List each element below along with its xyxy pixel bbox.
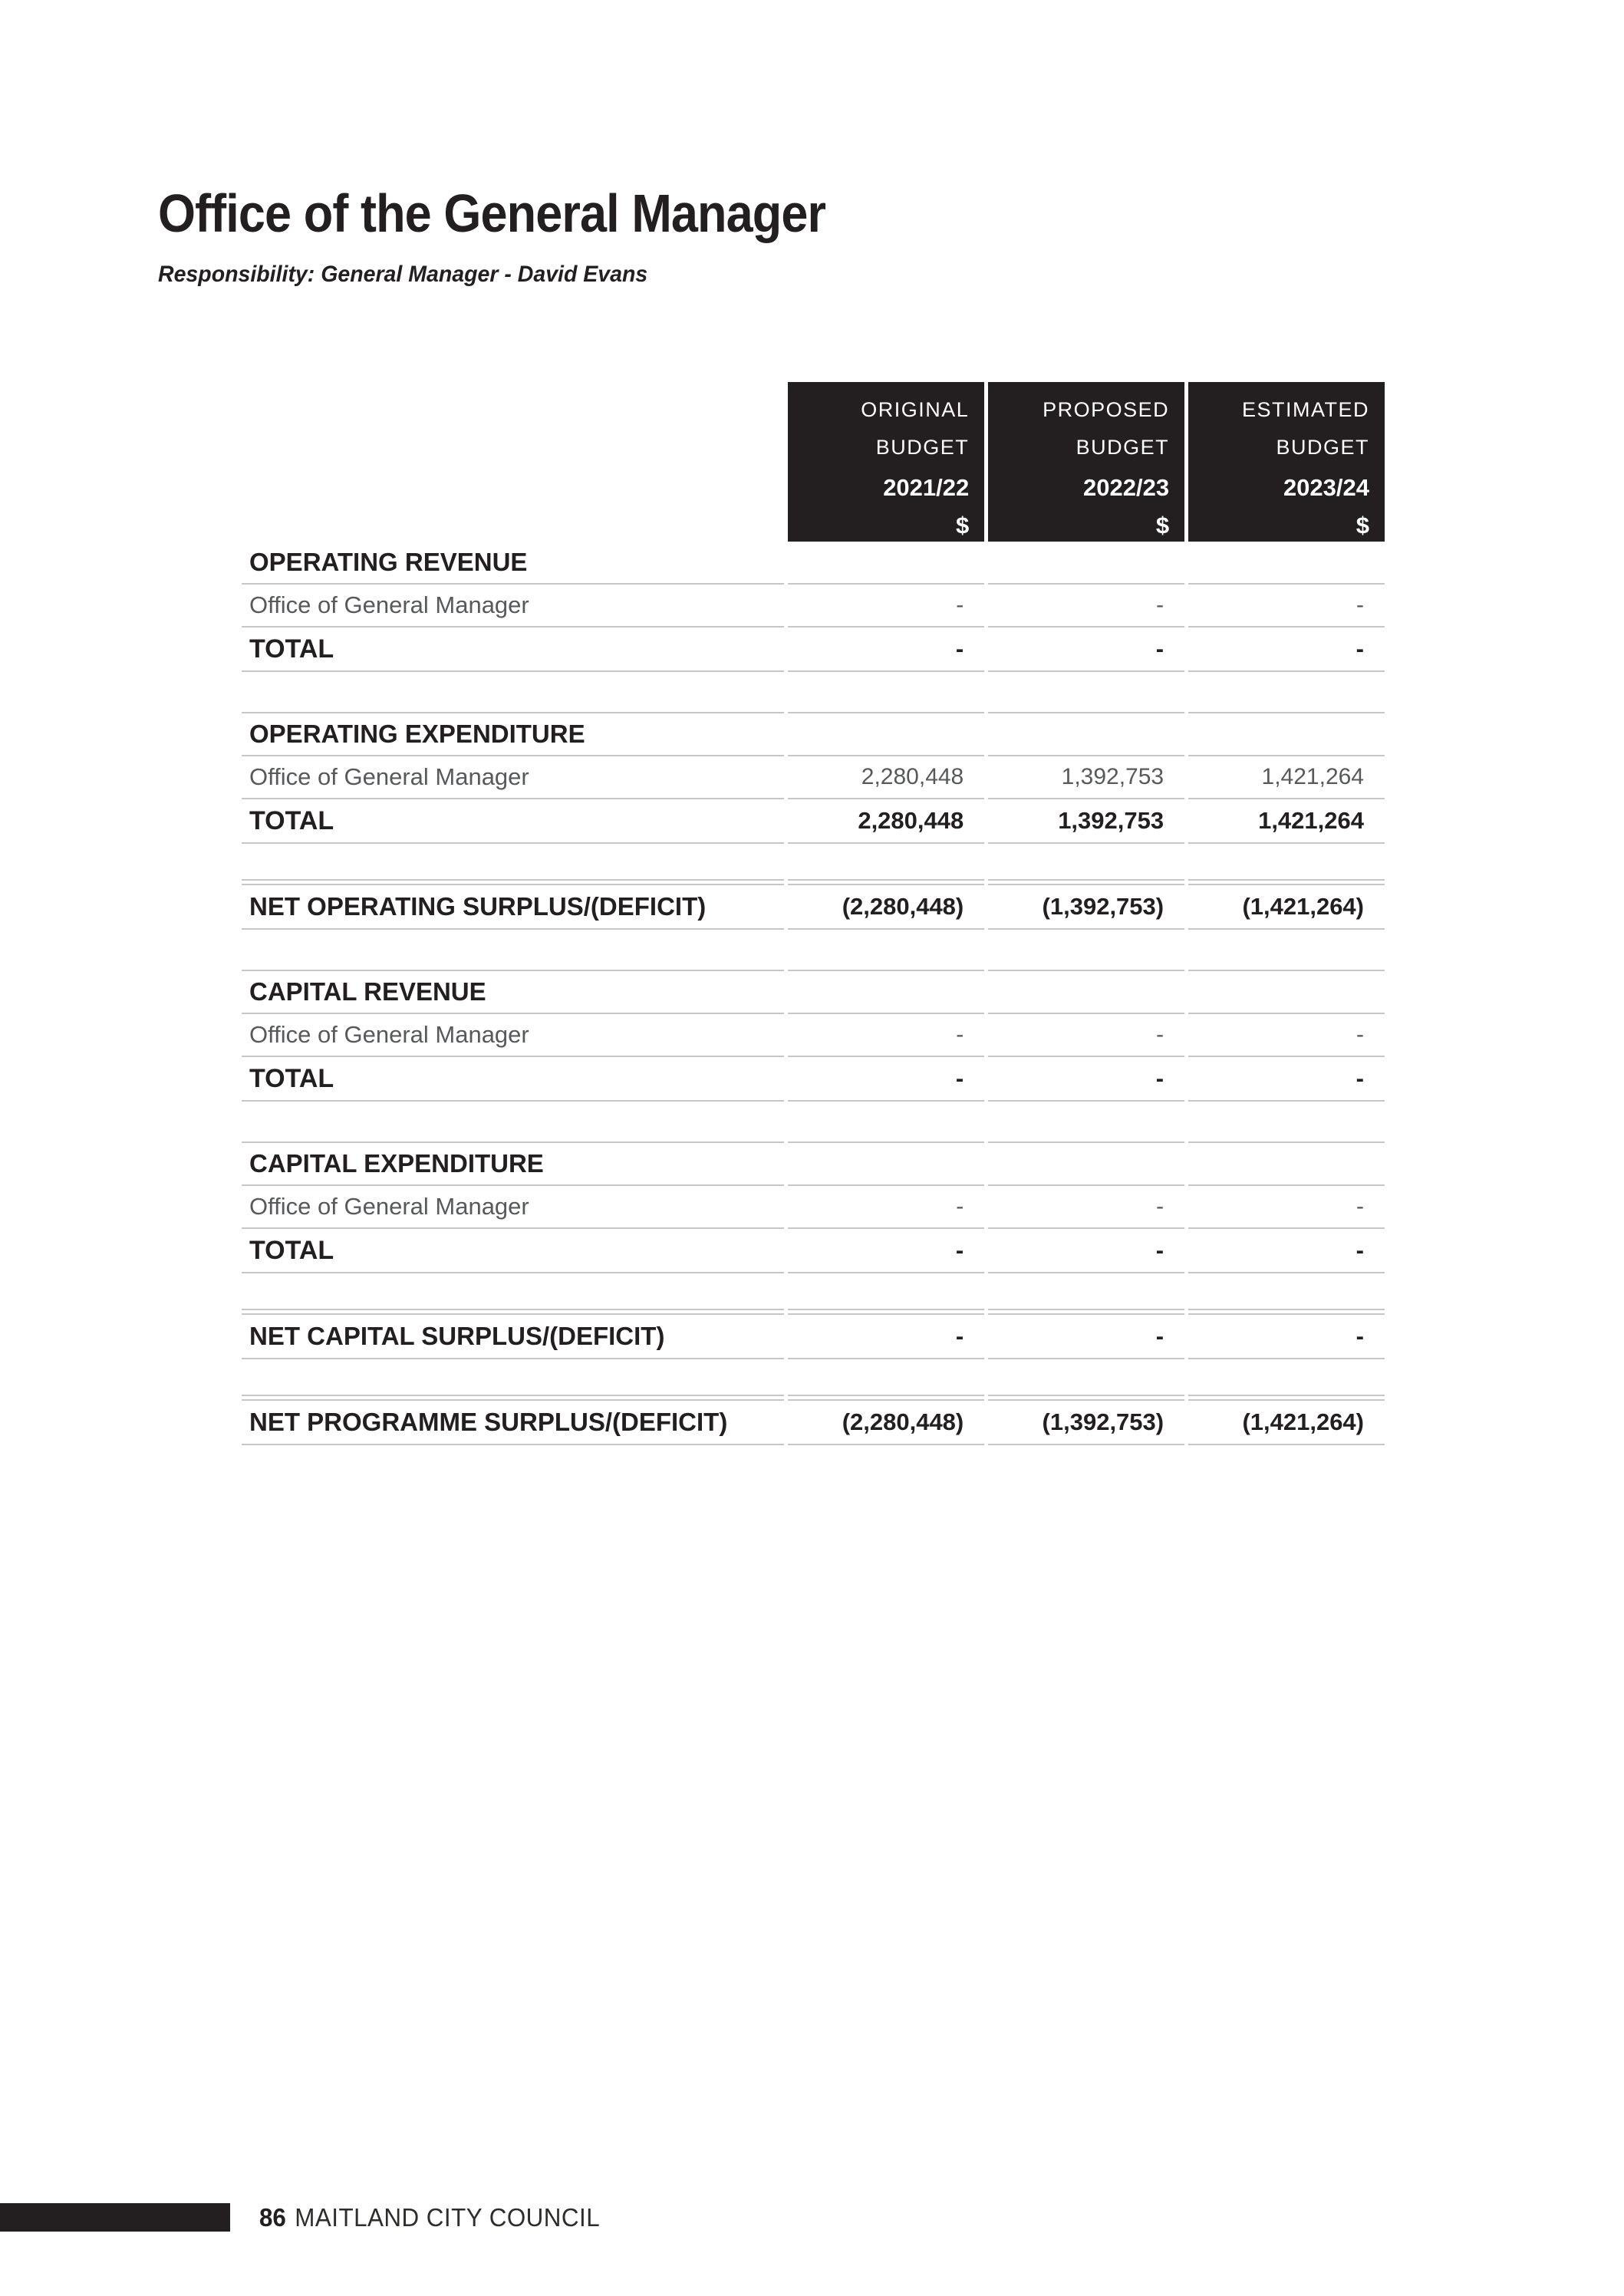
row-label: Office of General Manager [242,585,784,628]
value-2023-24: (1,421,264) [1188,1401,1385,1445]
section-label: OPERATING REVENUE [242,542,784,585]
data-row-operating-expenditure-ogm [242,756,1385,799]
value-2021-22 [788,713,984,756]
divider-cell [242,1359,784,1396]
header-col1-line2: BUDGET [875,436,970,459]
divider-cell [242,672,784,713]
value-2022-23: - [988,1014,1184,1057]
header-original-budget-cell [788,382,984,542]
value-2022-23 [988,971,1184,1014]
divider-cell [242,930,784,971]
divider-cell [988,672,1184,713]
value-2023-24: - [1188,1315,1385,1359]
divider-cell [988,844,1184,881]
value-2022-23: (1,392,753) [988,1401,1184,1445]
value-2022-23: - [988,1186,1184,1229]
divider-cell [242,1102,784,1143]
header-estimated-budget-cell [1188,382,1385,542]
header-col3-line1: ESTIMATED [1241,398,1369,421]
value-2023-24 [1188,971,1385,1014]
value-2023-24: - [1188,1014,1385,1057]
value-2021-22: - [788,1014,984,1057]
footer-org-name: MAITLAND CITY COUNCIL [295,2202,601,2232]
divider-cell [1188,1102,1385,1143]
value-2021-22: (2,280,448) [788,1401,984,1445]
value-2021-22: 2,280,448 [788,756,984,799]
value-2022-23: - [988,628,1184,672]
net-label: NET OPERATING SURPLUS/(DEFICIT) [242,885,784,930]
divider-cell [1188,844,1385,881]
value-2023-24: - [1188,1186,1385,1229]
value-2021-22: - [788,1315,984,1359]
total-label: TOTAL [242,1229,784,1273]
data-row-capital-revenue-ogm [242,1014,1385,1057]
value-2021-22 [788,542,984,585]
divider-cell [1188,1273,1385,1310]
header-col2-year: 2022/23 [1083,474,1170,501]
total-label: TOTAL [242,799,784,844]
spacer-row [242,672,1385,713]
footer [259,2203,600,2232]
spacer-row [242,1273,1385,1310]
value-2021-22: (2,280,448) [788,885,984,930]
value-2023-24: - [1188,1057,1385,1102]
section-label: OPERATING EXPENDITURE [242,713,784,756]
value-2023-24: - [1188,585,1385,628]
divider-cell [1188,930,1385,971]
total-label: TOTAL [242,1057,784,1102]
divider-cell [788,1359,984,1396]
divider-cell [788,844,984,881]
header-col2-unit: $ [1155,512,1170,539]
header-col1-line1: ORIGINAL [861,398,970,421]
divider-cell [1188,1359,1385,1396]
header-col2-line2: BUDGET [1076,436,1170,459]
data-row-operating-revenue-ogm [242,585,1385,628]
divider-cell [1188,672,1385,713]
total-row-operating-expenditure [242,799,1385,844]
total-label: TOTAL [242,628,784,672]
value-2022-23: - [988,585,1184,628]
divider-cell [242,844,784,881]
net-label: NET CAPITAL SURPLUS/(DEFICIT) [242,1315,784,1359]
spacer-row [242,844,1385,881]
total-row-capital-revenue [242,1057,1385,1102]
header-col1-year: 2021/22 [883,474,970,501]
total-row-operating-revenue [242,628,1385,672]
value-2021-22: - [788,585,984,628]
spacer-row [242,1102,1385,1143]
divider-cell [988,1102,1184,1143]
divider-cell [988,930,1184,971]
divider-cell [788,930,984,971]
value-2021-22 [788,971,984,1014]
value-2023-24: 1,421,264 [1188,799,1385,844]
section-row-capital-revenue [242,971,1385,1014]
net-row-capital-surplus-deficit [242,1315,1385,1359]
data-row-capital-expenditure-ogm [242,1186,1385,1229]
value-2022-23: (1,392,753) [988,885,1184,930]
header-empty-cell [242,382,784,542]
value-2021-22: 2,280,448 [788,799,984,844]
section-row-capital-expenditure [242,1143,1385,1186]
value-2022-23: 1,392,753 [988,756,1184,799]
value-2022-23 [988,542,1184,585]
value-2023-24 [1188,542,1385,585]
divider-cell [788,1273,984,1310]
value-2022-23: 1,392,753 [988,799,1184,844]
page-title: Office of the General Manager [158,183,826,243]
header-col3-year: 2023/24 [1283,474,1369,501]
spacer-row [242,930,1385,971]
page-number: 86 [259,2202,286,2232]
value-2023-24 [1188,1143,1385,1186]
value-2023-24: (1,421,264) [1188,885,1385,930]
header-col1-unit: $ [956,512,970,539]
section-label: CAPITAL EXPENDITURE [242,1143,784,1186]
spacer-row [242,1359,1385,1396]
total-row-capital-expenditure [242,1229,1385,1273]
divider-cell [788,1102,984,1143]
divider-cell [242,1273,784,1310]
divider-cell [788,672,984,713]
value-2022-23 [988,713,1184,756]
net-label: NET PROGRAMME SURPLUS/(DEFICIT) [242,1401,784,1445]
value-2021-22: - [788,1229,984,1273]
value-2023-24: - [1188,1229,1385,1273]
divider-cell [988,1273,1184,1310]
divider-cell [988,1359,1184,1396]
value-2021-22: - [788,1057,984,1102]
budget-table [238,382,1388,1445]
value-2021-22 [788,1143,984,1186]
section-label: CAPITAL REVENUE [242,971,784,1014]
header-col3-line2: BUDGET [1276,436,1369,459]
value-2021-22: - [788,628,984,672]
section-row-operating-revenue [242,542,1385,585]
net-row-operating-surplus-deficit [242,885,1385,930]
value-2023-24: 1,421,264 [1188,756,1385,799]
value-2023-24 [1188,713,1385,756]
net-row-programme-surplus-deficit [242,1401,1385,1445]
header-col3-unit: $ [1356,512,1369,539]
footer-bar [0,2203,230,2232]
value-2022-23: - [988,1229,1184,1273]
table-header-row [242,382,1385,542]
row-label: Office of General Manager [242,1014,784,1057]
section-row-operating-expenditure [242,713,1385,756]
header-proposed-budget-cell [988,382,1184,542]
value-2022-23 [988,1143,1184,1186]
value-2022-23: - [988,1315,1184,1359]
value-2023-24: - [1188,628,1385,672]
row-label: Office of General Manager [242,756,784,799]
header-col2-line1: PROPOSED [1043,398,1170,421]
value-2021-22: - [788,1186,984,1229]
row-label: Office of General Manager [242,1186,784,1229]
page-subtitle: Responsibility: General Manager - David Evans [158,262,648,287]
value-2022-23: - [988,1057,1184,1102]
